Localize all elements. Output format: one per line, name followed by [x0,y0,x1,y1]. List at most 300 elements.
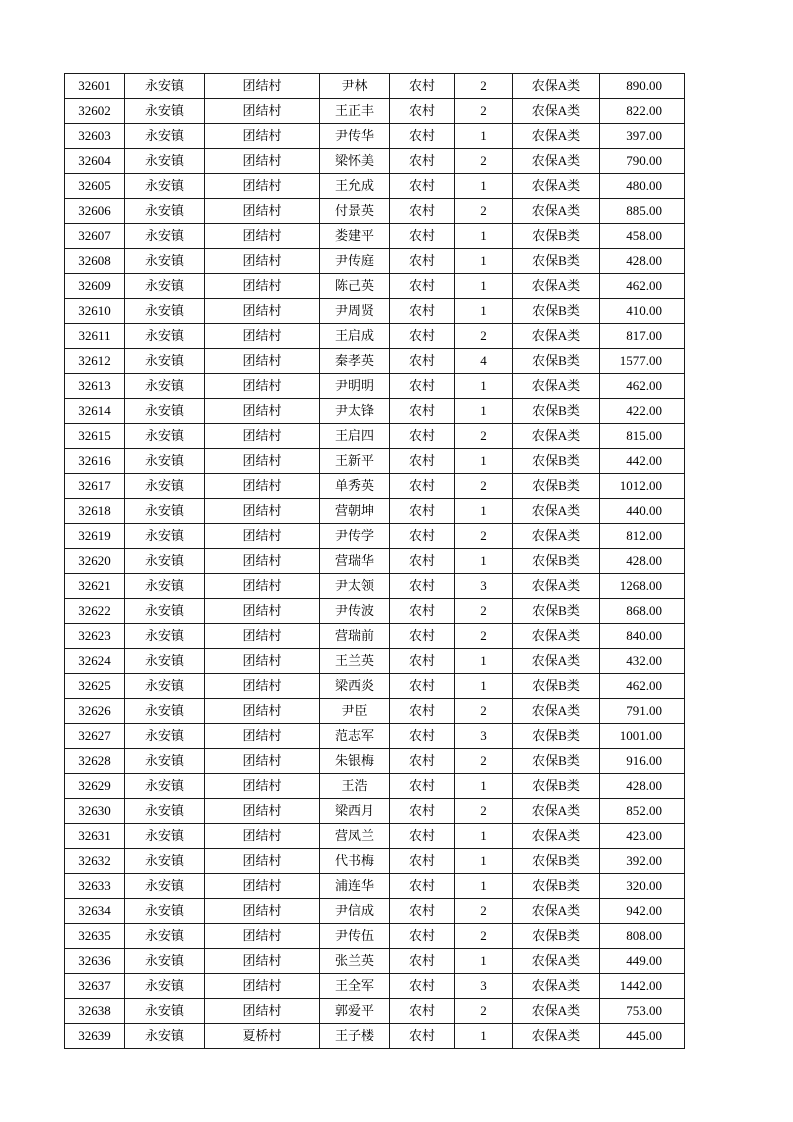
cell-serial-number: 32612 [65,349,125,374]
cell-person-count: 4 [455,349,513,374]
table-row [65,124,685,149]
cell-person-count: 1 [455,549,513,574]
cell-town: 永安镇 [125,674,205,699]
cell-person-name: 王启四 [320,424,390,449]
cell-amount: 440.00 [600,499,685,524]
cell-village: 团结村 [205,399,320,424]
cell-person-count: 1 [455,249,513,274]
cell-serial-number: 32618 [65,499,125,524]
table-row [65,224,685,249]
cell-town: 永安镇 [125,974,205,999]
cell-person-count: 2 [455,799,513,824]
cell-person-name: 王兰英 [320,649,390,674]
cell-person-name: 范志军 [320,724,390,749]
cell-amount: 449.00 [600,949,685,974]
cell-residence-type: 农村 [390,699,455,724]
cell-town: 永安镇 [125,274,205,299]
cell-town: 永安镇 [125,649,205,674]
cell-insurance-category: 农保A类 [513,824,600,849]
cell-residence-type: 农村 [390,974,455,999]
cell-amount: 432.00 [600,649,685,674]
cell-person-count: 1 [455,274,513,299]
cell-person-name: 尹周贤 [320,299,390,324]
cell-village: 团结村 [205,849,320,874]
cell-amount: 885.00 [600,199,685,224]
cell-residence-type: 农村 [390,199,455,224]
cell-serial-number: 32631 [65,824,125,849]
cell-village: 团结村 [205,749,320,774]
cell-serial-number: 32632 [65,849,125,874]
cell-amount: 422.00 [600,399,685,424]
table-row [65,574,685,599]
cell-village: 团结村 [205,474,320,499]
cell-residence-type: 农村 [390,749,455,774]
cell-residence-type: 农村 [390,949,455,974]
cell-town: 永安镇 [125,924,205,949]
cell-serial-number: 32637 [65,974,125,999]
cell-insurance-category: 农保A类 [513,424,600,449]
cell-serial-number: 32607 [65,224,125,249]
cell-person-name: 尹传华 [320,124,390,149]
cell-insurance-category: 农保A类 [513,499,600,524]
cell-town: 永安镇 [125,724,205,749]
cell-insurance-category: 农保A类 [513,274,600,299]
cell-person-count: 2 [455,599,513,624]
cell-insurance-category: 农保B类 [513,349,600,374]
cell-amount: 462.00 [600,374,685,399]
cell-residence-type: 农村 [390,524,455,549]
cell-amount: 812.00 [600,524,685,549]
cell-village: 团结村 [205,499,320,524]
cell-village: 团结村 [205,449,320,474]
cell-village: 团结村 [205,974,320,999]
cell-amount: 428.00 [600,549,685,574]
cell-town: 永安镇 [125,499,205,524]
cell-amount: 808.00 [600,924,685,949]
cell-village: 团结村 [205,574,320,599]
cell-town: 永安镇 [125,749,205,774]
cell-village: 团结村 [205,799,320,824]
cell-person-name: 尹太领 [320,574,390,599]
cell-person-name: 尹林 [320,74,390,99]
table-row [65,674,685,699]
cell-insurance-category: 农保B类 [513,249,600,274]
cell-serial-number: 32624 [65,649,125,674]
cell-insurance-category: 农保A类 [513,324,600,349]
cell-insurance-category: 农保A类 [513,199,600,224]
cell-village: 团结村 [205,674,320,699]
cell-residence-type: 农村 [390,924,455,949]
cell-person-name: 尹信成 [320,899,390,924]
cell-village: 团结村 [205,899,320,924]
cell-residence-type: 农村 [390,399,455,424]
cell-amount: 423.00 [600,824,685,849]
cell-amount: 942.00 [600,899,685,924]
cell-person-name: 梁西炎 [320,674,390,699]
cell-person-count: 2 [455,924,513,949]
cell-town: 永安镇 [125,699,205,724]
cell-village: 团结村 [205,999,320,1024]
cell-amount: 462.00 [600,274,685,299]
cell-person-count: 1 [455,874,513,899]
cell-person-count: 1 [455,174,513,199]
cell-town: 永安镇 [125,1024,205,1049]
cell-serial-number: 32628 [65,749,125,774]
cell-residence-type: 农村 [390,899,455,924]
cell-serial-number: 32621 [65,574,125,599]
table-row [65,774,685,799]
cell-town: 永安镇 [125,449,205,474]
cell-amount: 815.00 [600,424,685,449]
cell-person-name: 尹臣 [320,699,390,724]
cell-amount: 1268.00 [600,574,685,599]
cell-serial-number: 32604 [65,149,125,174]
cell-village: 团结村 [205,599,320,624]
cell-serial-number: 32615 [65,424,125,449]
cell-person-name: 娄建平 [320,224,390,249]
table-row [65,349,685,374]
cell-person-name: 朱银梅 [320,749,390,774]
cell-village: 团结村 [205,149,320,174]
cell-serial-number: 32635 [65,924,125,949]
table-row [65,624,685,649]
cell-person-count: 1 [455,824,513,849]
cell-insurance-category: 农保A类 [513,149,600,174]
table-row [65,249,685,274]
cell-serial-number: 32605 [65,174,125,199]
cell-residence-type: 农村 [390,174,455,199]
cell-person-count: 2 [455,999,513,1024]
cell-person-name: 尹传伍 [320,924,390,949]
cell-person-count: 2 [455,699,513,724]
cell-serial-number: 32609 [65,274,125,299]
cell-amount: 445.00 [600,1024,685,1049]
cell-residence-type: 农村 [390,324,455,349]
cell-serial-number: 32614 [65,399,125,424]
cell-town: 永安镇 [125,124,205,149]
cell-person-count: 2 [455,474,513,499]
cell-village: 团结村 [205,774,320,799]
cell-insurance-category: 农保A类 [513,899,600,924]
cell-person-name: 王浩 [320,774,390,799]
cell-person-count: 1 [455,224,513,249]
cell-town: 永安镇 [125,774,205,799]
cell-serial-number: 32629 [65,774,125,799]
cell-amount: 822.00 [600,99,685,124]
table-row [65,299,685,324]
cell-amount: 428.00 [600,249,685,274]
cell-person-count: 2 [455,199,513,224]
cell-insurance-category: 农保B类 [513,674,600,699]
table-row [65,324,685,349]
cell-residence-type: 农村 [390,874,455,899]
cell-amount: 916.00 [600,749,685,774]
cell-person-name: 营凤兰 [320,824,390,849]
cell-residence-type: 农村 [390,74,455,99]
table-row [65,724,685,749]
table-row [65,274,685,299]
cell-serial-number: 32613 [65,374,125,399]
cell-residence-type: 农村 [390,774,455,799]
cell-serial-number: 32634 [65,899,125,924]
cell-person-count: 1 [455,299,513,324]
cell-person-name: 代书梅 [320,849,390,874]
cell-person-name: 单秀英 [320,474,390,499]
cell-insurance-category: 农保A类 [513,799,600,824]
cell-insurance-category: 农保B类 [513,749,600,774]
cell-person-count: 2 [455,524,513,549]
cell-person-name: 营瑞华 [320,549,390,574]
cell-serial-number: 32639 [65,1024,125,1049]
cell-village: 团结村 [205,249,320,274]
cell-residence-type: 农村 [390,624,455,649]
cell-village: 团结村 [205,374,320,399]
cell-amount: 1577.00 [600,349,685,374]
cell-serial-number: 32620 [65,549,125,574]
cell-serial-number: 32601 [65,74,125,99]
cell-village: 团结村 [205,74,320,99]
cell-residence-type: 农村 [390,999,455,1024]
table-row [65,874,685,899]
cell-residence-type: 农村 [390,449,455,474]
cell-amount: 397.00 [600,124,685,149]
cell-person-name: 秦孝英 [320,349,390,374]
cell-person-count: 3 [455,724,513,749]
cell-person-name: 营瑞前 [320,624,390,649]
cell-residence-type: 农村 [390,599,455,624]
cell-serial-number: 32623 [65,624,125,649]
cell-town: 永安镇 [125,474,205,499]
table-row [65,974,685,999]
cell-person-count: 1 [455,1024,513,1049]
cell-amount: 868.00 [600,599,685,624]
cell-insurance-category: 农保A类 [513,124,600,149]
cell-person-count: 2 [455,424,513,449]
cell-village: 团结村 [205,99,320,124]
cell-serial-number: 32625 [65,674,125,699]
table-row [65,1024,685,1049]
table-row [65,199,685,224]
table-row [65,999,685,1024]
cell-town: 永安镇 [125,849,205,874]
cell-person-name: 付景英 [320,199,390,224]
cell-residence-type: 农村 [390,549,455,574]
cell-person-count: 1 [455,499,513,524]
cell-person-name: 张兰英 [320,949,390,974]
cell-person-count: 2 [455,74,513,99]
table-row [65,599,685,624]
cell-insurance-category: 农保A类 [513,524,600,549]
cell-village: 团结村 [205,124,320,149]
cell-insurance-category: 农保A类 [513,649,600,674]
cell-serial-number: 32616 [65,449,125,474]
cell-amount: 840.00 [600,624,685,649]
cell-insurance-category: 农保A类 [513,999,600,1024]
cell-amount: 852.00 [600,799,685,824]
cell-village: 团结村 [205,424,320,449]
cell-person-count: 1 [455,774,513,799]
cell-insurance-category: 农保B类 [513,724,600,749]
cell-residence-type: 农村 [390,1024,455,1049]
table-row [65,149,685,174]
cell-amount: 753.00 [600,999,685,1024]
cell-town: 永安镇 [125,899,205,924]
cell-town: 永安镇 [125,999,205,1024]
cell-person-name: 尹传波 [320,599,390,624]
cell-insurance-category: 农保B类 [513,299,600,324]
cell-person-name: 郭爱平 [320,999,390,1024]
cell-village: 团结村 [205,924,320,949]
cell-village: 团结村 [205,649,320,674]
cell-residence-type: 农村 [390,224,455,249]
cell-amount: 410.00 [600,299,685,324]
cell-village: 团结村 [205,174,320,199]
cell-person-count: 2 [455,324,513,349]
cell-insurance-category: 农保A类 [513,699,600,724]
benefits-table [64,73,685,1049]
cell-residence-type: 农村 [390,424,455,449]
cell-person-name: 尹传庭 [320,249,390,274]
cell-person-count: 3 [455,574,513,599]
table-row [65,924,685,949]
cell-residence-type: 农村 [390,799,455,824]
cell-person-count: 2 [455,899,513,924]
cell-insurance-category: 农保A类 [513,174,600,199]
table-row [65,649,685,674]
cell-amount: 428.00 [600,774,685,799]
cell-town: 永安镇 [125,199,205,224]
cell-person-count: 2 [455,624,513,649]
cell-town: 永安镇 [125,524,205,549]
table-row [65,699,685,724]
table-row [65,824,685,849]
cell-person-name: 浦连华 [320,874,390,899]
cell-person-name: 王新平 [320,449,390,474]
cell-village: 团结村 [205,549,320,574]
cell-serial-number: 32622 [65,599,125,624]
table-row [65,549,685,574]
table-row [65,399,685,424]
cell-village: 团结村 [205,324,320,349]
cell-town: 永安镇 [125,374,205,399]
cell-town: 永安镇 [125,74,205,99]
cell-town: 永安镇 [125,424,205,449]
cell-town: 永安镇 [125,949,205,974]
table-row [65,74,685,99]
cell-insurance-category: 农保B类 [513,849,600,874]
cell-insurance-category: 农保B类 [513,549,600,574]
cell-town: 永安镇 [125,249,205,274]
cell-serial-number: 32602 [65,99,125,124]
cell-town: 永安镇 [125,149,205,174]
cell-village: 团结村 [205,349,320,374]
cell-serial-number: 32627 [65,724,125,749]
cell-insurance-category: 农保A类 [513,949,600,974]
cell-insurance-category: 农保B类 [513,224,600,249]
cell-insurance-category: 农保A类 [513,974,600,999]
cell-serial-number: 32606 [65,199,125,224]
cell-town: 永安镇 [125,299,205,324]
cell-residence-type: 农村 [390,574,455,599]
cell-amount: 890.00 [600,74,685,99]
cell-residence-type: 农村 [390,99,455,124]
cell-serial-number: 32608 [65,249,125,274]
cell-village: 团结村 [205,199,320,224]
cell-person-count: 1 [455,949,513,974]
cell-insurance-category: 农保B类 [513,924,600,949]
cell-serial-number: 32603 [65,124,125,149]
document-page [64,73,685,1049]
cell-amount: 790.00 [600,149,685,174]
cell-town: 永安镇 [125,824,205,849]
cell-residence-type: 农村 [390,849,455,874]
table-row [65,949,685,974]
cell-residence-type: 农村 [390,474,455,499]
table-row [65,424,685,449]
cell-insurance-category: 农保B类 [513,399,600,424]
cell-serial-number: 32638 [65,999,125,1024]
cell-town: 永安镇 [125,224,205,249]
cell-person-count: 3 [455,974,513,999]
cell-residence-type: 农村 [390,349,455,374]
table-row [65,99,685,124]
cell-village: 夏桥村 [205,1024,320,1049]
cell-insurance-category: 农保B类 [513,774,600,799]
table-row [65,474,685,499]
cell-village: 团结村 [205,824,320,849]
cell-insurance-category: 农保A类 [513,1024,600,1049]
cell-person-name: 王全军 [320,974,390,999]
cell-person-name: 王正丰 [320,99,390,124]
cell-insurance-category: 农保B类 [513,449,600,474]
cell-serial-number: 32619 [65,524,125,549]
cell-residence-type: 农村 [390,299,455,324]
cell-person-count: 1 [455,449,513,474]
cell-amount: 320.00 [600,874,685,899]
cell-village: 团结村 [205,699,320,724]
cell-person-name: 尹太锋 [320,399,390,424]
table-row [65,374,685,399]
cell-person-name: 王子楼 [320,1024,390,1049]
cell-residence-type: 农村 [390,649,455,674]
cell-amount: 458.00 [600,224,685,249]
cell-person-count: 1 [455,649,513,674]
cell-person-name: 王允成 [320,174,390,199]
cell-town: 永安镇 [125,174,205,199]
cell-amount: 392.00 [600,849,685,874]
cell-amount: 442.00 [600,449,685,474]
table-row [65,499,685,524]
cell-amount: 817.00 [600,324,685,349]
cell-serial-number: 32610 [65,299,125,324]
cell-village: 团结村 [205,524,320,549]
table-row [65,849,685,874]
cell-residence-type: 农村 [390,724,455,749]
cell-town: 永安镇 [125,399,205,424]
cell-person-count: 2 [455,149,513,174]
cell-serial-number: 32633 [65,874,125,899]
cell-town: 永安镇 [125,799,205,824]
cell-town: 永安镇 [125,549,205,574]
cell-person-count: 2 [455,99,513,124]
cell-insurance-category: 农保A类 [513,374,600,399]
cell-town: 永安镇 [125,574,205,599]
cell-serial-number: 32611 [65,324,125,349]
cell-village: 团结村 [205,724,320,749]
table-row [65,174,685,199]
cell-residence-type: 农村 [390,149,455,174]
cell-residence-type: 农村 [390,824,455,849]
